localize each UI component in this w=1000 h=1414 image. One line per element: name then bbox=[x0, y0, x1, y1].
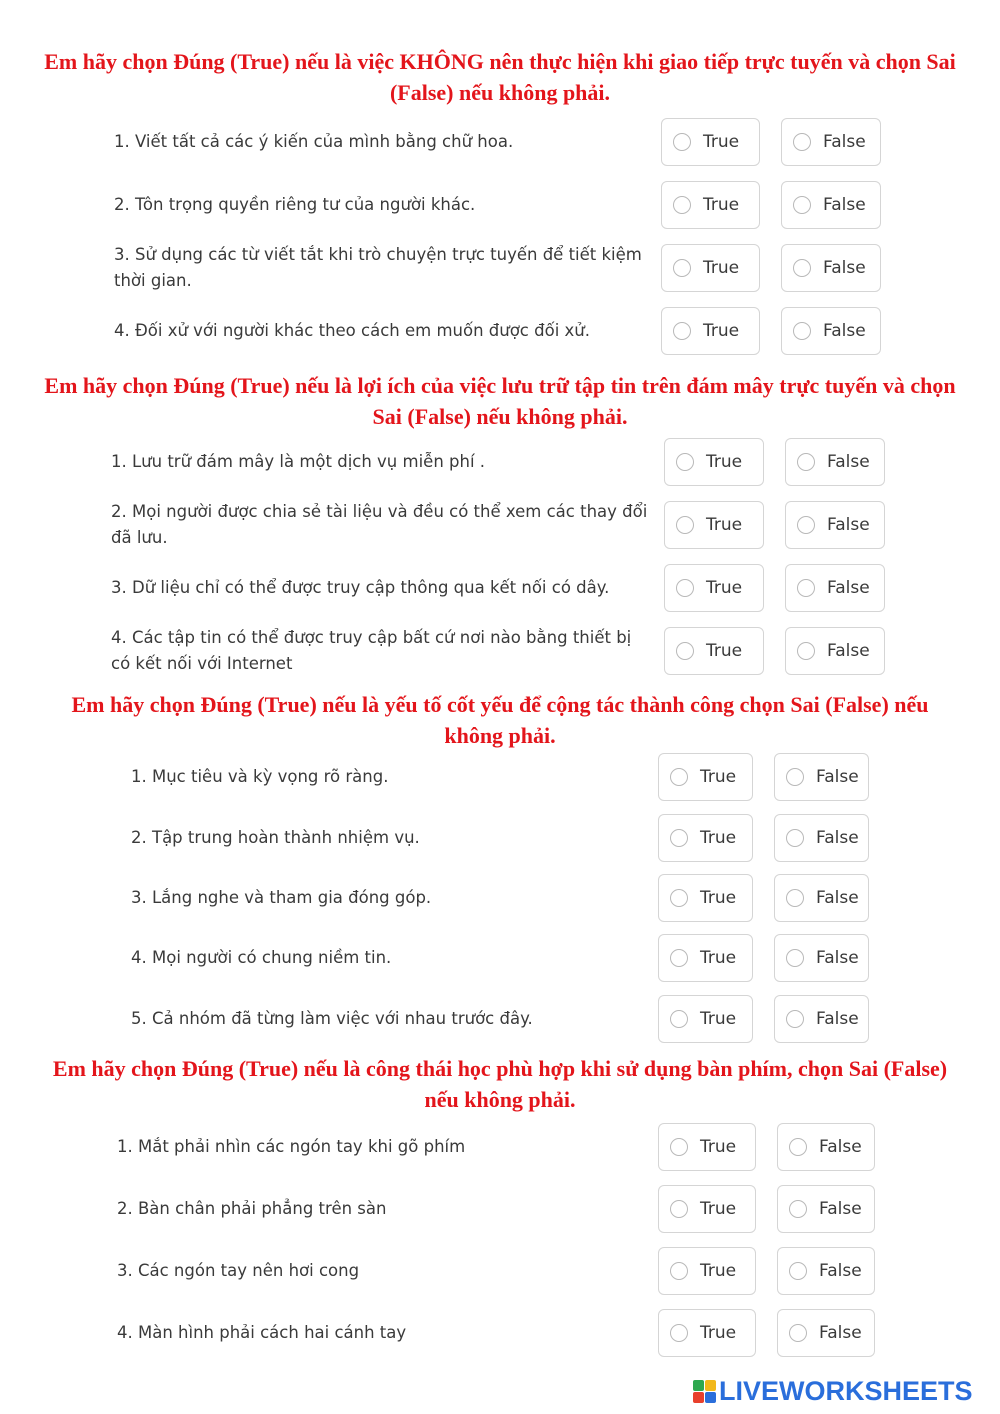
false-label: False bbox=[827, 452, 870, 472]
false-option[interactable] bbox=[777, 1247, 875, 1295]
radio-circle-icon[interactable] bbox=[793, 196, 811, 214]
question-text: 1. Mắt phải nhìn các ngón tay khi gõ phím bbox=[117, 1137, 466, 1156]
false-label: False bbox=[827, 578, 870, 598]
true-label: True bbox=[700, 1323, 737, 1343]
section-3-heading: Em hãy chọn Đúng (True) nếu là yếu tố cốt yếu để cộng tác thành công chọn Sai (False) nếu không phải. bbox=[71, 692, 929, 748]
false-label: False bbox=[827, 641, 870, 661]
true-option[interactable] bbox=[661, 307, 760, 355]
true-label: True bbox=[706, 578, 743, 598]
true-label: True bbox=[700, 1261, 737, 1281]
question-text: 2. Mọi người được chia sẻ tài liệu và đều có thể xem các thay đổi đã lưu. bbox=[111, 502, 648, 547]
question-text: 3. Các ngón tay nên hơi cong bbox=[117, 1261, 360, 1280]
false-option[interactable] bbox=[781, 244, 881, 292]
section-2-heading: Em hãy chọn Đúng (True) nếu là lợi ích của việc lưu trữ tập tin trên đám mây trực tuyến và chọn Sai (False) nếu không phải. bbox=[44, 373, 956, 429]
true-label: True bbox=[700, 1199, 737, 1219]
false-label: False bbox=[819, 1323, 862, 1343]
radio-circle-icon[interactable] bbox=[786, 889, 804, 907]
radio-circle-icon[interactable] bbox=[670, 1010, 688, 1028]
radio-circle-icon[interactable] bbox=[670, 1324, 688, 1342]
true-option[interactable] bbox=[658, 1247, 756, 1295]
true-option[interactable] bbox=[664, 627, 764, 675]
radio-circle-icon[interactable] bbox=[786, 829, 804, 847]
false-option[interactable] bbox=[785, 564, 885, 612]
question-text: 2. Bàn chân phải phẳng trên sàn bbox=[117, 1199, 387, 1218]
question-text: 4. Màn hình phải cách hai cánh tay bbox=[117, 1323, 407, 1342]
true-label: True bbox=[703, 321, 740, 341]
false-option[interactable] bbox=[774, 995, 869, 1043]
true-label: True bbox=[703, 258, 740, 278]
false-label: False bbox=[816, 948, 859, 968]
false-option[interactable] bbox=[774, 934, 869, 982]
radio-circle-icon[interactable] bbox=[797, 579, 815, 597]
false-option[interactable] bbox=[781, 118, 881, 166]
false-option[interactable] bbox=[777, 1309, 875, 1357]
question-text: 1. Viết tất cả các ý kiến của mình bằng chữ hoa. bbox=[114, 132, 514, 151]
question-text: 3. Lắng nghe và tham gia đóng góp. bbox=[131, 888, 432, 907]
radio-circle-icon[interactable] bbox=[676, 642, 694, 660]
false-option[interactable] bbox=[774, 753, 869, 801]
radio-circle-icon[interactable] bbox=[789, 1324, 807, 1342]
question-text: 4. Mọi người có chung niềm tin. bbox=[131, 948, 392, 967]
radio-circle-icon[interactable] bbox=[676, 579, 694, 597]
false-label: False bbox=[816, 767, 859, 787]
false-label: False bbox=[819, 1137, 862, 1157]
radio-circle-icon[interactable] bbox=[673, 322, 691, 340]
true-option[interactable] bbox=[658, 995, 753, 1043]
radio-circle-icon[interactable] bbox=[670, 1262, 688, 1280]
radio-circle-icon[interactable] bbox=[670, 949, 688, 967]
true-option[interactable] bbox=[664, 501, 764, 549]
false-label: False bbox=[823, 258, 866, 278]
section-4-heading: Em hãy chọn Đúng (True) nếu là công thái học phù hợp khi sử dụng bàn phím, chọn Sai (False) nếu không phải. bbox=[52, 1056, 948, 1112]
radio-circle-icon[interactable] bbox=[670, 1138, 688, 1156]
section-1-heading: Em hãy chọn Đúng (True) nếu là việc KHÔNG nên thực hiện khi giao tiếp trực tuyến và chọn Sai (False) nếu không phải. bbox=[44, 49, 956, 105]
true-label: True bbox=[706, 641, 743, 661]
false-label: False bbox=[823, 132, 866, 152]
true-label: True bbox=[700, 1137, 737, 1157]
question-text: 3. Sử dụng các từ viết tắt khi trò chuyện trực tuyến để tiết kiệm thời gian. bbox=[114, 245, 642, 290]
false-option[interactable] bbox=[781, 181, 881, 229]
false-label: False bbox=[819, 1261, 862, 1281]
false-label: False bbox=[823, 321, 866, 341]
radio-circle-icon[interactable] bbox=[793, 322, 811, 340]
true-option[interactable] bbox=[658, 1309, 756, 1357]
false-label: False bbox=[816, 1009, 859, 1029]
radio-circle-icon[interactable] bbox=[670, 829, 688, 847]
logo-text: LIVEWORKSHEETS bbox=[719, 1375, 973, 1406]
true-option[interactable] bbox=[658, 874, 753, 922]
logo-grid-icon bbox=[693, 1380, 716, 1403]
true-option[interactable] bbox=[658, 814, 753, 862]
false-option[interactable] bbox=[774, 874, 869, 922]
radio-circle-icon[interactable] bbox=[786, 1010, 804, 1028]
radio-circle-icon[interactable] bbox=[786, 949, 804, 967]
true-option[interactable] bbox=[664, 564, 764, 612]
radio-circle-icon[interactable] bbox=[676, 516, 694, 534]
true-label: True bbox=[700, 888, 737, 908]
false-option[interactable] bbox=[785, 501, 885, 549]
true-option[interactable] bbox=[664, 438, 764, 486]
question-text: 1. Mục tiêu và kỳ vọng rõ ràng. bbox=[131, 767, 389, 786]
false-option[interactable] bbox=[777, 1185, 875, 1233]
radio-circle-icon[interactable] bbox=[793, 133, 811, 151]
question-text: 3. Dữ liệu chỉ có thể được truy cập thông qua kết nối có dây. bbox=[111, 578, 610, 597]
radio-circle-icon[interactable] bbox=[789, 1262, 807, 1280]
false-option[interactable] bbox=[785, 438, 885, 486]
radio-circle-icon[interactable] bbox=[676, 453, 694, 471]
radio-circle-icon[interactable] bbox=[789, 1138, 807, 1156]
radio-circle-icon[interactable] bbox=[670, 889, 688, 907]
false-option[interactable] bbox=[781, 307, 881, 355]
radio-circle-icon[interactable] bbox=[670, 1200, 688, 1218]
radio-circle-icon[interactable] bbox=[673, 196, 691, 214]
false-label: False bbox=[823, 195, 866, 215]
radio-circle-icon[interactable] bbox=[670, 768, 688, 786]
true-label: True bbox=[700, 948, 737, 968]
radio-circle-icon[interactable] bbox=[797, 453, 815, 471]
question-text: 1. Lưu trữ đám mây là một dịch vụ miễn phí . bbox=[111, 452, 486, 471]
true-label: True bbox=[703, 195, 740, 215]
true-option[interactable] bbox=[661, 181, 760, 229]
question-text: 5. Cả nhóm đã từng làm việc với nhau trước đây. bbox=[131, 1009, 533, 1028]
true-label: True bbox=[703, 132, 740, 152]
true-label: True bbox=[706, 515, 743, 535]
false-label: False bbox=[816, 828, 859, 848]
radio-circle-icon[interactable] bbox=[673, 259, 691, 277]
false-option[interactable] bbox=[774, 814, 869, 862]
false-label: False bbox=[816, 888, 859, 908]
radio-circle-icon[interactable] bbox=[673, 133, 691, 151]
true-label: True bbox=[706, 452, 743, 472]
false-option[interactable] bbox=[785, 627, 885, 675]
liveworksheets-logo bbox=[693, 1376, 973, 1406]
true-label: True bbox=[700, 767, 737, 787]
true-option[interactable] bbox=[658, 753, 753, 801]
radio-circle-icon[interactable] bbox=[786, 768, 804, 786]
question-text: 4. Các tập tin có thể được truy cập bất cứ nơi nào bằng thiết bị có kết nối với Internet bbox=[111, 628, 632, 673]
radio-circle-icon[interactable] bbox=[797, 642, 815, 660]
true-option[interactable] bbox=[661, 244, 760, 292]
true-label: True bbox=[700, 828, 737, 848]
true-option[interactable] bbox=[658, 1185, 756, 1233]
true-option[interactable] bbox=[658, 1123, 756, 1171]
false-label: False bbox=[827, 515, 870, 535]
false-option[interactable] bbox=[777, 1123, 875, 1171]
false-label: False bbox=[819, 1199, 862, 1219]
radio-circle-icon[interactable] bbox=[789, 1200, 807, 1218]
true-label: True bbox=[700, 1009, 737, 1029]
true-option[interactable] bbox=[661, 118, 760, 166]
radio-circle-icon[interactable] bbox=[793, 259, 811, 277]
question-text: 2. Tập trung hoàn thành nhiệm vụ. bbox=[131, 828, 420, 847]
radio-circle-icon[interactable] bbox=[797, 516, 815, 534]
true-option[interactable] bbox=[658, 934, 753, 982]
question-text: 2. Tôn trọng quyền riêng tư của người khác. bbox=[114, 195, 476, 214]
question-text: 4. Đối xử với người khác theo cách em muốn được đối xử. bbox=[114, 321, 590, 340]
